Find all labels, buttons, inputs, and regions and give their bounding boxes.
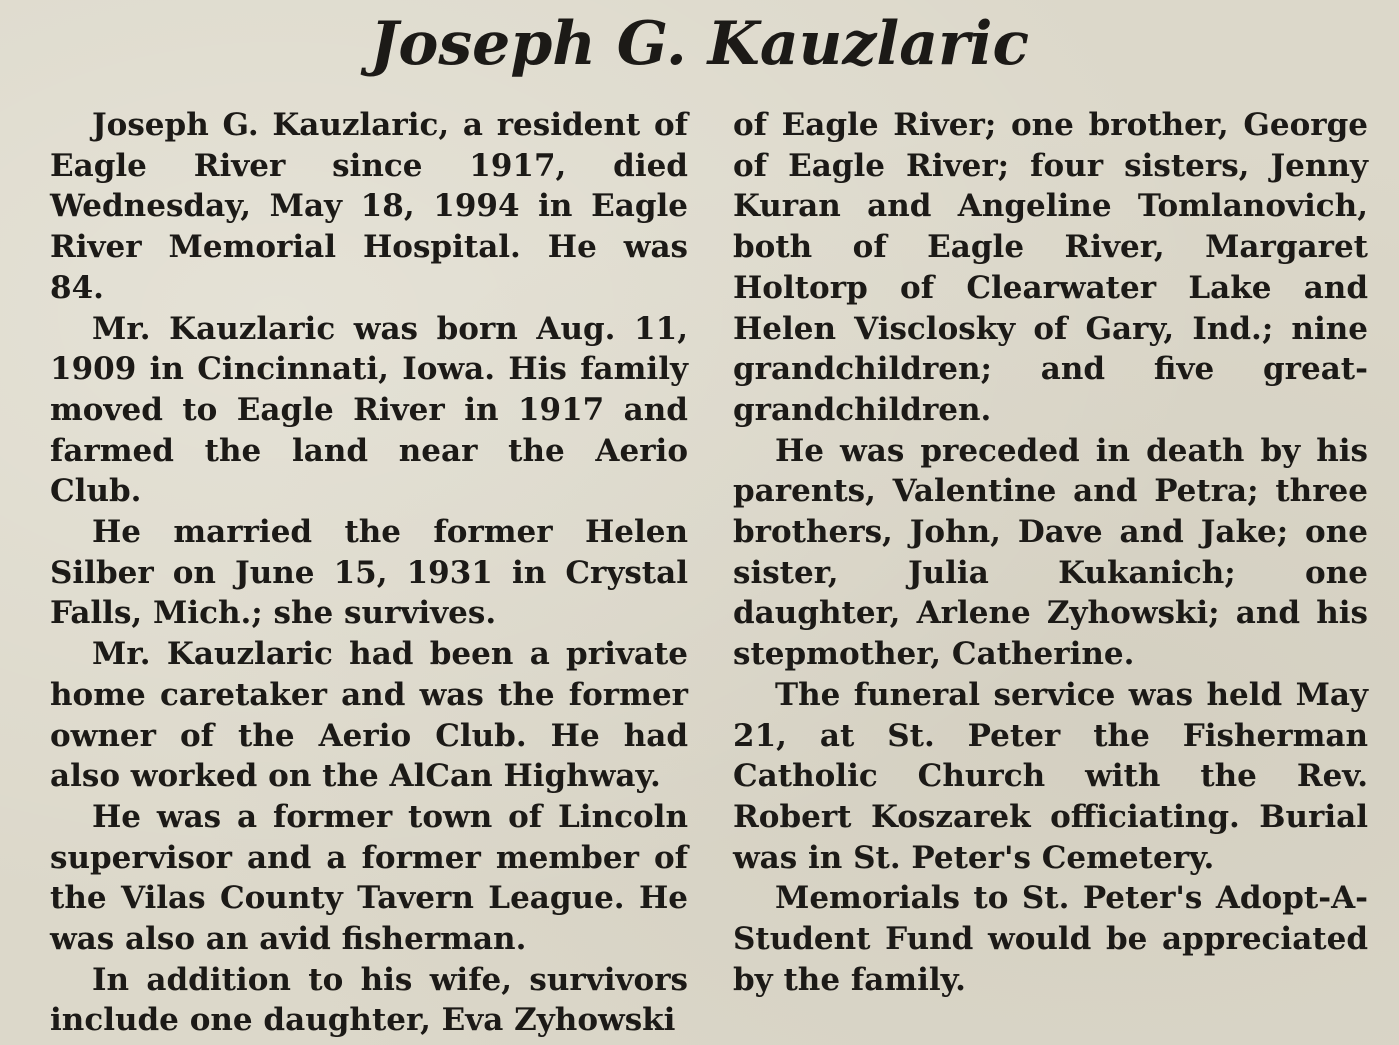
left-column [50, 105, 688, 1041]
paragraph-marriage: He married the former Helen Silber on June 15, 1931 in Crystal Falls, Mich.; she survives. [50, 514, 688, 632]
paragraph-intro: Joseph G. Kauzlaric, a resident of Eagle River since 1917, died Wednesday, May 18, 1994 in Eagle River Memorial Hospital. He was 84. [50, 107, 688, 306]
paragraph-memorials: Memorials to St. Peter's Adopt-A-Student Fund would be appreciated by the family. [733, 880, 1368, 998]
paragraph-survivors-cont: of Eagle River; one brother, George of Eagle River; four sisters, Jenny Kuran and Angeline Tomlanovich, both of Eagle River, Margaret Holtorp of Clearwater Lake and Helen Visclosky of Gary, Ind.; nine grandchildren; and five great-grandchildren. [733, 107, 1368, 428]
paragraph-birth: Mr. Kauzlaric was born Aug. 11, 1909 in Cincinnati, Iowa. His family moved to Eagle River in 1917 and farmed the land near the Aerio Club. [50, 310, 688, 510]
paragraph-civic: He was a former town of Lincoln supervisor and a former member of the Vilas County Tavern League. He was also an avid fisherman. [50, 798, 688, 958]
paragraph-preceded: He was preceded in death by his parents, Valentine and Petra; three brothers, John, Dave and Jake; one sister, Julia Kukanich; one daughter, Arlene Zyhowski; and his stepmother, Catherine. [733, 432, 1368, 673]
paragraph-survivors-start: In addition to his wife, survivors include one daughter, Eva Zyhowski [50, 961, 688, 1039]
obituary-title: Joseph G. Kauzlaric [369, 9, 1030, 79]
right-column [733, 105, 1368, 1000]
paragraph-funeral: The funeral service was held May 21, at St. Peter the Fisherman Catholic Church with the Rev. Robert Koszarek officiating. Burial was in St. Peter's Cemetery. [733, 676, 1368, 876]
paragraph-career: Mr. Kauzlaric had been a private home caretaker and was the former owner of the Aerio Club. He had also worked on the AlCan Highway. [50, 636, 688, 795]
